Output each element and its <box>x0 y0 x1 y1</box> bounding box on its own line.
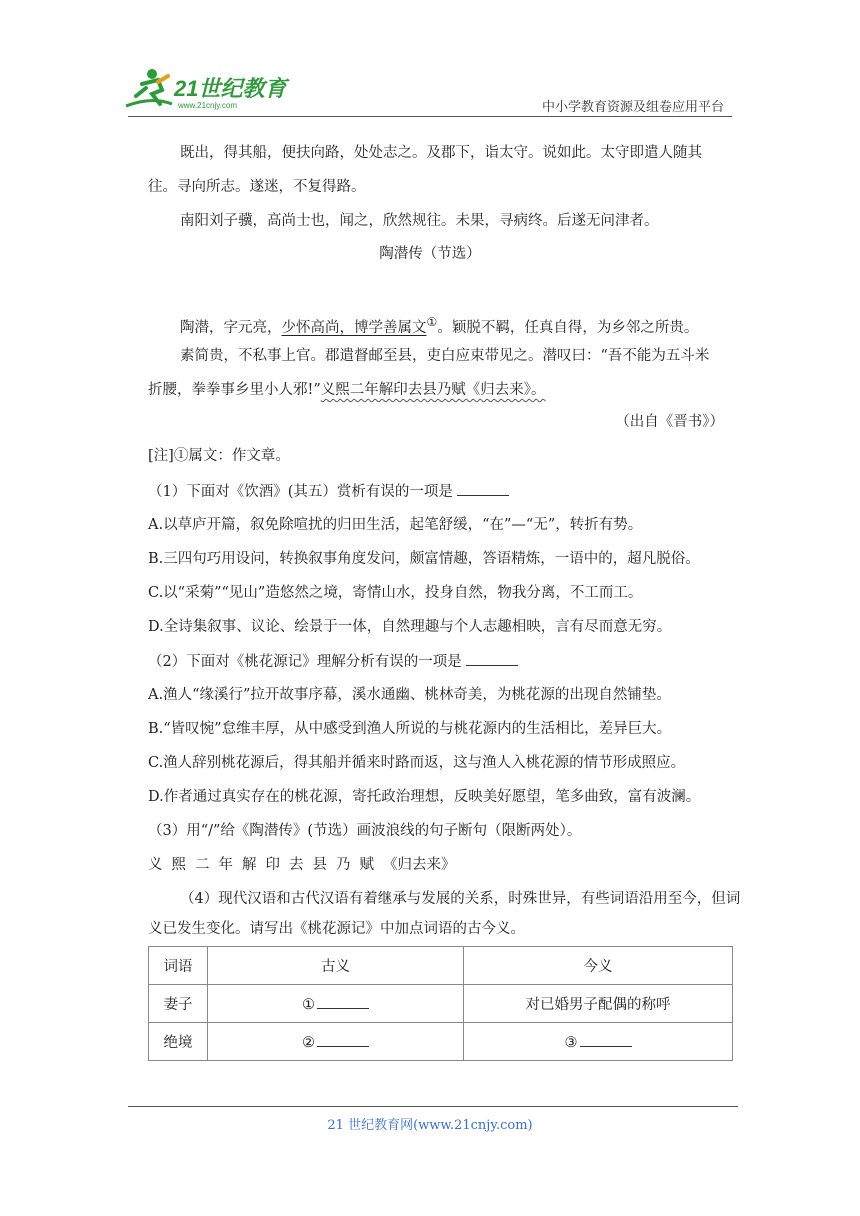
passage-line <box>148 380 546 400</box>
blank-number: ② <box>302 1035 315 1051</box>
answer-blank[interactable] <box>457 481 509 496</box>
question-text: （1）下面对《饮酒》(其五）赏析有误的一项是 <box>148 484 453 500</box>
blank-number: ① <box>302 997 315 1013</box>
logo-text: 21世纪教育 <box>174 76 287 101</box>
question-4-line: （4）现代汉语和古代汉语有着继承与发展的关系，时殊世异，有些词语沿用至今，但词 <box>180 891 741 907</box>
text-segment: 折腰，拳拳事乡里小人邪!” <box>148 382 321 398</box>
passage-title: 陶潜传（节选） <box>379 246 481 262</box>
table-header-row <box>149 947 733 985</box>
table-row <box>149 1023 733 1061</box>
sentence-to-punctuate <box>148 855 456 875</box>
table-header: 古义 <box>208 947 464 985</box>
logo-subtext: www.21cnjy.com <box>178 101 237 110</box>
blank-number: ③ <box>564 1035 578 1051</box>
footer-link[interactable]: 21 世纪教育网(www.21cnjy.com) <box>327 1118 533 1133</box>
option-d: D.全诗集叙事、议论、绘景于一体，自然理趣与个人志趣相映，言有尽而意无穷。 <box>148 619 672 635</box>
spaced-sentence: 义熙二年解印去县乃赋 <box>148 857 383 873</box>
option-b: B.“皆叹惋”怠维丰厚，从中感受到渔人所说的与桃花源内的生活相比，差异巨大。 <box>148 721 672 737</box>
answer-blank[interactable] <box>466 651 518 666</box>
question-text: （2）下面对《桃花源记》理解分析有误的一项是 <box>148 654 462 670</box>
site-logo <box>122 66 292 114</box>
question-1-stem <box>148 481 509 502</box>
text-segment: 陶潜，字元亮， <box>180 319 282 336</box>
table-header: 今义 <box>464 947 733 985</box>
word-cell: 绝境 <box>149 1023 208 1061</box>
passage-line: 往。寻向所志。遂迷，不复得路。 <box>148 179 366 195</box>
modern-meaning-cell <box>464 1023 733 1061</box>
word-cell: 妻子 <box>149 985 208 1023</box>
answer-blank[interactable] <box>317 1032 369 1047</box>
passage-line: 南阳刘子骥，高尚士也，闻之，欣然规往。未果，寻病终。后遂无问津者。 <box>180 213 659 229</box>
wavy-underlined-sentence: 义熙二年解印去县乃赋《归去来》。 <box>320 382 546 398</box>
option-a: A.以草庐开篇，叙免除喧扰的归田生活，起笔舒缓，“在”—“无”，转折有势。 <box>148 517 643 533</box>
sentence-tail: 《归去来》 <box>383 857 456 873</box>
passage-line: 既出，得其船，便扶向路，处处志之。及郡下，诣太守。说如此。太守即遣人随其 <box>180 145 702 161</box>
option-d: D.作者通过真实存在的桃花源，寄托政治理想，反映美好愿望，笔多曲致，富有波澜。 <box>148 789 701 805</box>
passage-line <box>180 312 698 338</box>
option-a: A.渔人“缘溪行”拉开故事序幕，溪水通幽、桃林奇美，为桃花源的出现自然铺垫。 <box>148 687 671 703</box>
ancient-meaning-cell <box>208 1023 464 1061</box>
passage-source: （出自《晋书》） <box>615 414 724 430</box>
ancient-meaning-cell <box>208 985 464 1023</box>
table-header: 词语 <box>149 947 208 985</box>
vocab-table <box>148 946 733 1061</box>
question-4-line: 义已发生变化。请写出《桃花源记》中加点词语的古今义。 <box>148 921 525 937</box>
option-c: C.渔人辞别桃花源后，得其船并循来时路而返，这与渔人入桃花源的情节形成照应。 <box>148 755 686 771</box>
platform-label: 中小学教育资源及组卷应用平台 <box>541 100 724 115</box>
header-divider <box>128 116 732 117</box>
note-marker: ① <box>426 315 438 329</box>
text-segment: 。颖脱不羁，任真自得，为乡邻之所贵。 <box>437 319 699 336</box>
underlined-phrase: 少怀高尚，博学善属文 <box>281 319 427 336</box>
answer-blank[interactable] <box>317 994 369 1009</box>
option-b: B.三四句巧用设问，转换叙事角度发问，颇富情趣，答语精炼，一语中的，超凡脱俗。 <box>148 551 700 567</box>
annotation: [注]①属文：作文章。 <box>148 448 290 464</box>
question-2-stem <box>148 651 518 672</box>
footer-divider <box>128 1106 738 1107</box>
question-3-stem: （3）用“/”给《陶潜传》(节选）画波浪线的句子断句（限断两处）。 <box>148 823 582 839</box>
passage-line: 素简贵，不私事上官。郡遣督邮至县，吏白应束带见之。潜叹曰：“吾不能为五斗米 <box>180 348 710 364</box>
answer-blank[interactable] <box>580 1032 632 1047</box>
option-c: C.以“采菊”“见山”造悠然之境，寄情山水，投身自然，物我分离，不工而工。 <box>148 585 643 601</box>
modern-meaning-cell: 对已婚男子配偶的称呼 <box>464 985 733 1023</box>
table-row <box>149 985 733 1023</box>
